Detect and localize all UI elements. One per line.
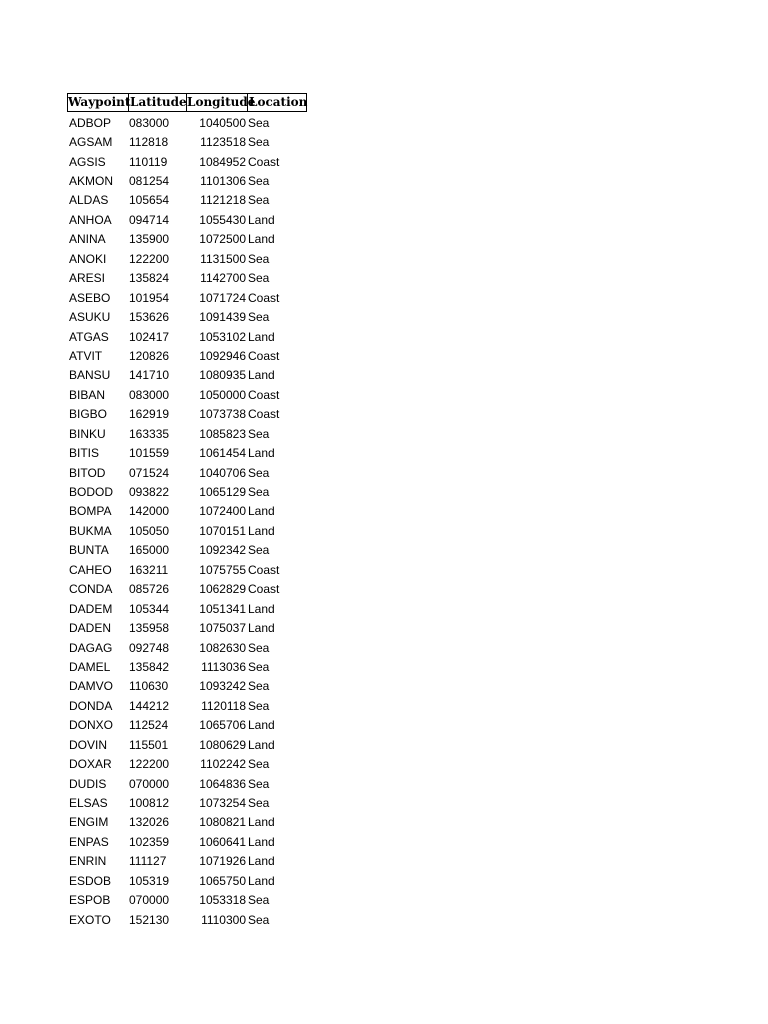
cell-location[interactable]: Coast (248, 582, 280, 597)
cell-location[interactable]: Sea (248, 485, 270, 500)
cell-location[interactable]: Land (248, 523, 275, 538)
table-row (67, 735, 307, 754)
cell-waypoint[interactable]: AGSAM (69, 135, 113, 150)
cell-longitude[interactable]: 1065129 (199, 485, 246, 500)
cell-waypoint[interactable]: AKMON (69, 174, 114, 189)
table-row (67, 541, 307, 560)
table-row (67, 405, 307, 424)
cell-longitude[interactable]: 1070151 (199, 523, 246, 538)
cell-location[interactable]: Land (248, 329, 275, 344)
cell-location[interactable]: Sea (248, 640, 270, 655)
cell-longitude[interactable]: 1101306 (200, 174, 246, 189)
cell-location[interactable]: Land (248, 854, 275, 869)
cell-latitude[interactable]: 105319 (129, 873, 170, 888)
cell-waypoint[interactable]: ESPOB (69, 893, 111, 908)
cell-location[interactable]: Sea (248, 679, 270, 694)
cell-longitude[interactable]: 1040500 (199, 115, 246, 130)
table-header-row (67, 93, 307, 112)
cell-waypoint[interactable]: BITIS (69, 446, 100, 461)
cell-location[interactable]: Sea (248, 776, 270, 791)
cell-latitude[interactable]: 141710 (129, 368, 170, 383)
table-row (67, 288, 307, 307)
table-row (67, 560, 307, 579)
header-latitude[interactable]: Latitude (128, 93, 187, 112)
header-longitude[interactable]: Longitude (186, 93, 248, 112)
cell-waypoint[interactable]: DAGAG (69, 640, 113, 655)
table-row (67, 891, 307, 910)
cell-latitude[interactable]: 083000 (129, 387, 170, 402)
table-row (67, 696, 307, 715)
header-waypoint[interactable]: Waypoint (67, 93, 129, 112)
cell-waypoint[interactable]: EXOTO (69, 912, 111, 927)
cell-waypoint[interactable]: BANSU (69, 368, 111, 383)
cell-longitude[interactable]: 1123518 (200, 135, 246, 150)
waypoint-table (67, 93, 307, 929)
cell-waypoint[interactable]: DADEN (69, 621, 112, 636)
cell-longitude[interactable]: 1110300 (201, 912, 246, 927)
cell-waypoint[interactable]: BOMPA (69, 504, 112, 519)
cell-latitude[interactable]: 092748 (129, 640, 170, 655)
cell-latitude[interactable]: 142000 (129, 504, 170, 519)
cell-location[interactable]: Land (248, 504, 275, 519)
table-row (67, 132, 307, 151)
cell-location[interactable]: Coast (248, 290, 280, 305)
cell-location[interactable]: Land (248, 873, 275, 888)
cell-waypoint[interactable]: DOXAR (69, 757, 112, 772)
cell-longitude[interactable]: 1113036 (201, 659, 246, 674)
cell-waypoint[interactable]: AGSIS (69, 154, 106, 169)
table-row (67, 871, 307, 890)
cell-waypoint[interactable]: CONDA (69, 582, 113, 597)
cell-location[interactable]: Sea (248, 135, 270, 150)
cell-location[interactable]: Land (248, 446, 275, 461)
cell-waypoint[interactable]: ASEBO (69, 290, 111, 305)
cell-longitude[interactable]: 1102242 (200, 757, 246, 772)
table-row (67, 638, 307, 657)
cell-latitude[interactable]: 105050 (129, 523, 170, 538)
cell-longitude[interactable]: 1072400 (199, 504, 246, 519)
cell-waypoint[interactable]: BIGBO (69, 407, 108, 422)
cell-location[interactable]: Land (248, 815, 275, 830)
cell-latitude[interactable]: 093822 (129, 485, 170, 500)
cell-latitude[interactable]: 100812 (129, 796, 170, 811)
cell-location[interactable]: Land (248, 737, 275, 752)
cell-longitude[interactable]: 1060641 (199, 834, 246, 849)
cell-latitude[interactable]: 105344 (129, 601, 170, 616)
cell-latitude[interactable]: 165000 (129, 543, 170, 558)
cell-latitude[interactable]: 101559 (129, 446, 170, 461)
cell-location[interactable]: Land (248, 212, 275, 227)
cell-location[interactable]: Sea (248, 698, 270, 713)
cell-latitude[interactable]: 144212 (129, 698, 170, 713)
table-row (67, 385, 307, 404)
cell-location[interactable]: Land (248, 834, 275, 849)
cell-waypoint[interactable]: ASUKU (69, 310, 111, 325)
cell-latitude[interactable]: 094714 (129, 212, 170, 227)
table-row (67, 269, 307, 288)
cell-waypoint[interactable]: DADEM (69, 601, 113, 616)
cell-longitude[interactable]: 1120118 (201, 698, 246, 713)
cell-waypoint[interactable]: DOVIN (69, 737, 108, 752)
cell-longitude[interactable]: 1064836 (199, 776, 246, 791)
cell-location[interactable]: Sea (248, 193, 270, 208)
cell-latitude[interactable]: 115501 (129, 737, 169, 752)
cell-waypoint[interactable]: ANHOA (69, 212, 112, 227)
cell-longitude[interactable]: 1121218 (200, 193, 246, 208)
cell-longitude[interactable]: 1053318 (199, 893, 246, 908)
cell-waypoint[interactable]: DONDA (69, 698, 113, 713)
cell-longitude[interactable]: 1050000 (199, 387, 246, 402)
cell-waypoint[interactable]: ATVIT (69, 348, 103, 363)
cell-latitude[interactable]: 102359 (129, 834, 170, 849)
table-row (67, 191, 307, 210)
cell-longitude[interactable]: 1061454 (199, 446, 246, 461)
cell-latitude[interactable]: 112818 (129, 135, 169, 150)
cell-waypoint[interactable]: DAMEL (69, 659, 111, 674)
cell-waypoint[interactable]: ALDAS (69, 193, 109, 208)
cell-latitude[interactable]: 135824 (129, 271, 170, 286)
cell-location[interactable]: Sea (248, 115, 270, 130)
cell-latitude[interactable]: 135900 (129, 232, 170, 247)
cell-location[interactable]: Sea (248, 659, 270, 674)
cell-longitude[interactable]: 1080821 (199, 815, 246, 830)
cell-location[interactable]: Coast (248, 154, 280, 169)
cell-waypoint[interactable]: BUKMA (69, 523, 112, 538)
cell-location[interactable]: Sea (248, 310, 270, 325)
cell-longitude[interactable]: 1080935 (199, 368, 246, 383)
table-row (67, 793, 307, 812)
cell-latitude[interactable]: 102417 (129, 329, 170, 344)
table-row (67, 171, 307, 190)
cell-location[interactable]: Sea (248, 543, 270, 558)
cell-waypoint[interactable]: BUNTA (69, 543, 109, 558)
cell-waypoint[interactable]: ANOKI (69, 251, 107, 266)
table-row (67, 366, 307, 385)
cell-latitude[interactable]: 135842 (129, 659, 170, 674)
table-row (67, 443, 307, 462)
table-row (67, 754, 307, 773)
table-row (67, 327, 307, 346)
cell-longitude[interactable]: 1082630 (199, 640, 246, 655)
cell-location[interactable]: Sea (248, 271, 270, 286)
cell-waypoint[interactable]: ESDOB (69, 873, 112, 888)
table-body (67, 113, 307, 929)
cell-waypoint[interactable]: ENPAS (69, 834, 109, 849)
table-row (67, 113, 307, 132)
cell-longitude[interactable]: 1065706 (199, 718, 246, 733)
cell-location[interactable]: Sea (248, 757, 270, 772)
table-row (67, 307, 307, 326)
cell-location[interactable]: Coast (248, 562, 280, 577)
cell-waypoint[interactable]: ATGAS (69, 329, 109, 344)
cell-location[interactable]: Land (248, 368, 275, 383)
table-row (67, 599, 307, 618)
table-row (67, 249, 307, 268)
cell-latitude[interactable]: 110119 (129, 154, 168, 169)
cell-latitude[interactable]: 122200 (129, 757, 170, 772)
cell-waypoint[interactable]: BITOD (69, 465, 106, 480)
cell-longitude[interactable]: 1092342 (199, 543, 246, 558)
cell-latitude[interactable]: 163335 (129, 426, 170, 441)
table-row (67, 910, 307, 929)
cell-latitude[interactable]: 120826 (129, 348, 170, 363)
cell-longitude[interactable]: 1075755 (199, 562, 246, 577)
cell-longitude[interactable]: 1073254 (199, 796, 246, 811)
cell-waypoint[interactable]: ANINA (69, 232, 106, 247)
cell-latitude[interactable]: 112524 (129, 718, 169, 733)
table-row (67, 716, 307, 735)
cell-longitude[interactable]: 1091439 (199, 310, 246, 325)
cell-latitude[interactable]: 153626 (129, 310, 170, 325)
cell-longitude[interactable]: 1051341 (199, 601, 246, 616)
table-row (67, 482, 307, 501)
cell-latitude[interactable]: 071524 (129, 465, 170, 480)
cell-latitude[interactable]: 070000 (129, 893, 170, 908)
cell-longitude[interactable]: 1071926 (199, 854, 246, 869)
cell-waypoint[interactable]: ADBOP (69, 115, 112, 130)
cell-location[interactable]: Sea (248, 796, 270, 811)
table-row (67, 580, 307, 599)
cell-longitude[interactable]: 1085823 (199, 426, 246, 441)
cell-longitude[interactable]: 1075037 (199, 621, 246, 636)
cell-latitude[interactable]: 070000 (129, 776, 170, 791)
table-row (67, 521, 307, 540)
table-row (67, 852, 307, 871)
cell-latitude[interactable]: 135958 (129, 621, 170, 636)
cell-latitude[interactable]: 111127 (129, 854, 167, 869)
cell-location[interactable]: Land (248, 621, 275, 636)
cell-longitude[interactable]: 1080629 (199, 737, 246, 752)
table-row (67, 677, 307, 696)
table-row (67, 152, 307, 171)
cell-latitude[interactable]: 105654 (129, 193, 170, 208)
table-row (67, 424, 307, 443)
cell-waypoint[interactable]: ENRIN (69, 854, 107, 869)
cell-latitude[interactable]: 110630 (129, 679, 169, 694)
cell-location[interactable]: Sea (248, 893, 270, 908)
table-row (67, 832, 307, 851)
cell-latitude[interactable]: 132026 (129, 815, 170, 830)
cell-longitude[interactable]: 1040706 (199, 465, 246, 480)
cell-location[interactable]: Sea (248, 465, 270, 480)
cell-longitude[interactable]: 1073738 (199, 407, 246, 422)
cell-waypoint[interactable]: ENGIM (69, 815, 109, 830)
cell-waypoint[interactable]: BIBAN (69, 387, 106, 402)
table-row (67, 502, 307, 521)
cell-location[interactable]: Coast (248, 407, 280, 422)
table-row (67, 463, 307, 482)
table-row (67, 618, 307, 637)
cell-longitude[interactable]: 1092946 (199, 348, 246, 363)
table-row (67, 813, 307, 832)
cell-longitude[interactable]: 1093242 (199, 679, 246, 694)
cell-location[interactable]: Coast (248, 387, 280, 402)
cell-latitude[interactable]: 122200 (129, 251, 170, 266)
table-row (67, 346, 307, 365)
cell-latitude[interactable]: 083000 (129, 115, 170, 130)
cell-waypoint[interactable]: CAHEO (69, 562, 112, 577)
cell-longitude[interactable]: 1055430 (199, 212, 246, 227)
cell-location[interactable]: Land (248, 718, 275, 733)
cell-longitude[interactable]: 1053102 (199, 329, 246, 344)
cell-location[interactable]: Sea (248, 912, 270, 927)
cell-longitude[interactable]: 1071724 (199, 290, 246, 305)
cell-location[interactable]: Sea (248, 174, 270, 189)
cell-longitude[interactable]: 1131500 (200, 251, 246, 266)
cell-latitude[interactable]: 152130 (129, 912, 170, 927)
cell-latitude[interactable]: 081254 (129, 174, 170, 189)
table-row (67, 230, 307, 249)
cell-waypoint[interactable]: ARESI (69, 271, 106, 286)
cell-longitude[interactable]: 1084952 (199, 154, 246, 169)
cell-waypoint[interactable]: BINKU (69, 426, 106, 441)
cell-waypoint[interactable]: DONXO (69, 718, 114, 733)
cell-location[interactable]: Land (248, 232, 275, 247)
cell-latitude[interactable]: 101954 (129, 290, 170, 305)
cell-location[interactable]: Sea (248, 426, 270, 441)
cell-latitude[interactable]: 162919 (129, 407, 170, 422)
cell-location[interactable]: Coast (248, 348, 280, 363)
cell-location[interactable]: Land (248, 601, 275, 616)
cell-longitude[interactable]: 1065750 (199, 873, 246, 888)
table-row (67, 657, 307, 676)
cell-waypoint[interactable]: ELSAS (69, 796, 108, 811)
cell-waypoint[interactable]: DAMVO (69, 679, 114, 694)
cell-latitude[interactable]: 085726 (129, 582, 170, 597)
table-row (67, 210, 307, 229)
cell-longitude[interactable]: 1062829 (199, 582, 246, 597)
cell-latitude[interactable]: 163211 (129, 562, 169, 577)
cell-waypoint[interactable]: DUDIS (69, 776, 107, 791)
cell-location[interactable]: Sea (248, 251, 270, 266)
cell-longitude[interactable]: 1142700 (200, 271, 246, 286)
table-row (67, 774, 307, 793)
cell-waypoint[interactable]: BODOD (69, 485, 114, 500)
header-location[interactable]: Location (247, 93, 307, 112)
cell-longitude[interactable]: 1072500 (199, 232, 246, 247)
